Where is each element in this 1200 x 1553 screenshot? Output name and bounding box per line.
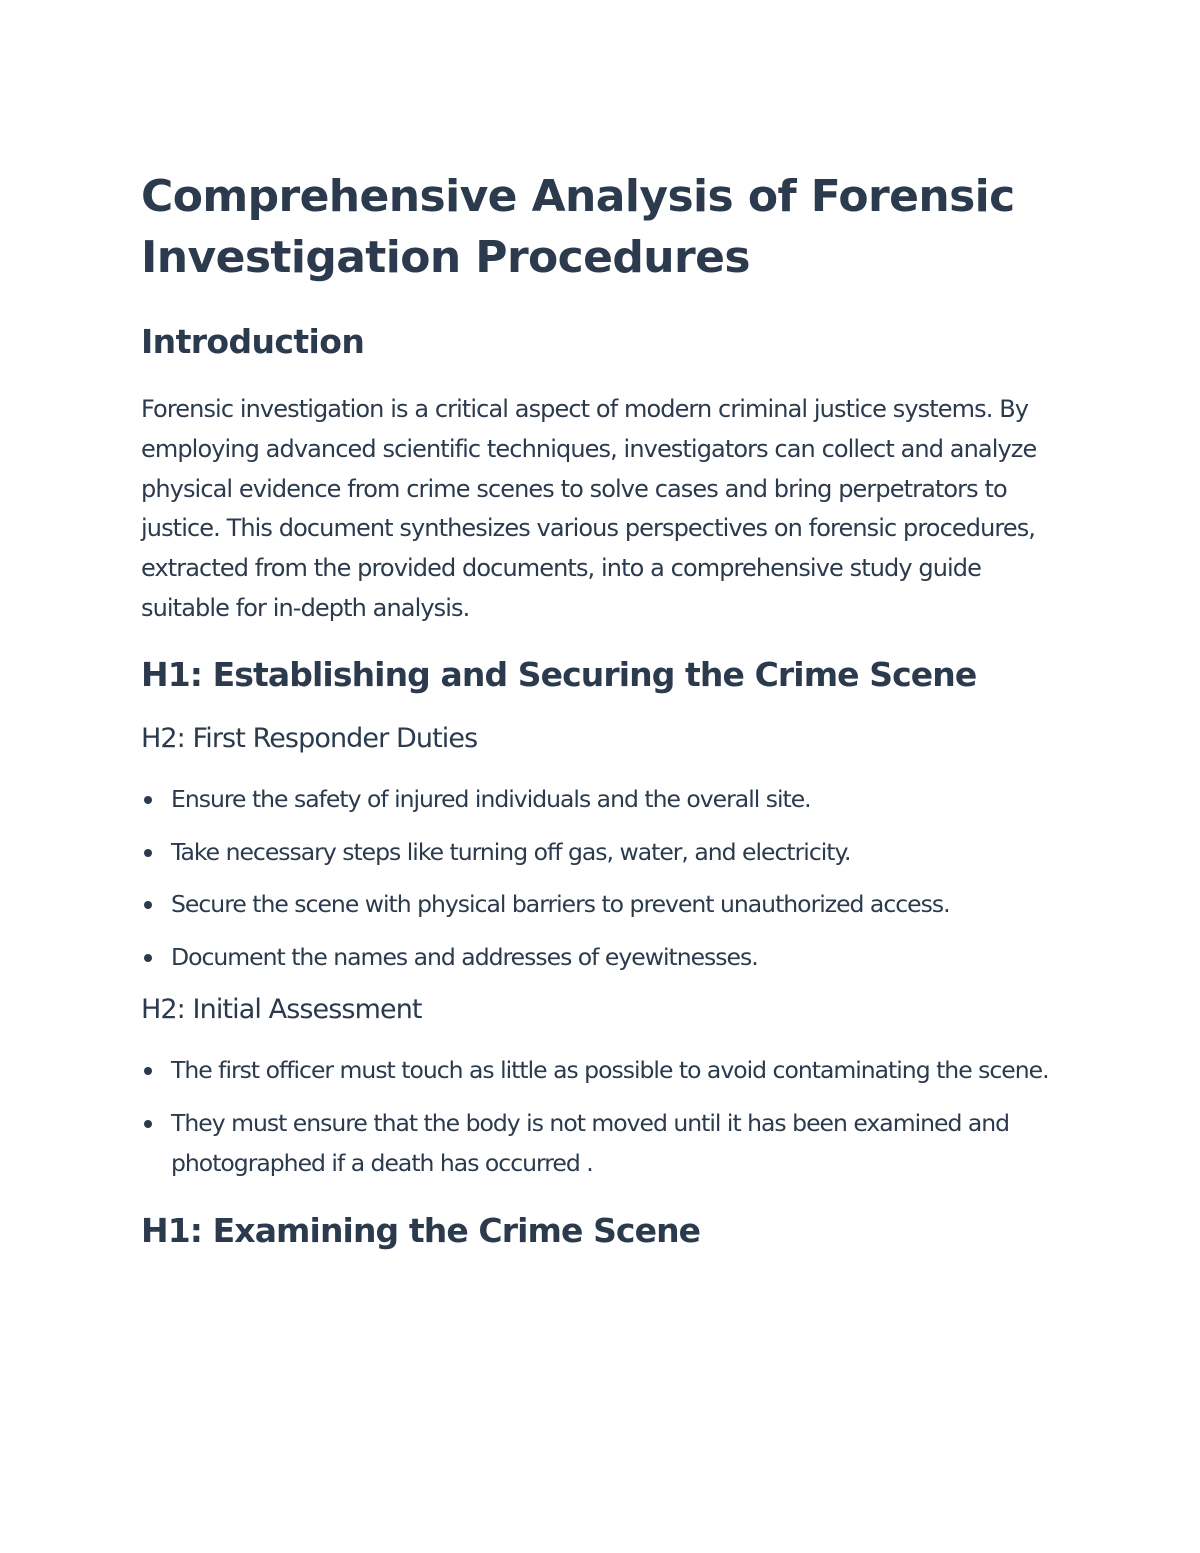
section-heading-examining-scene: H1: Examining the Crime Scene — [141, 1211, 701, 1251]
list-item: Ensure the safety of injured individuals and the overall site. — [141, 780, 1071, 820]
list-item: Secure the scene with physical barriers to prevent unauthorized access. — [141, 885, 1071, 925]
list-item: Take necessary steps like turning off gas, water, and electricity. — [141, 833, 1071, 873]
document-title: Comprehensive Analysis of Forensic Investigation Procedures — [141, 171, 1015, 283]
introduction-paragraph: Forensic investigation is a critical aspect of modern criminal justice systems. By employing advanced scientific techniques, investigators can collect and analyze physical evidence from crime scenes to solve cases and bring perpetrators to justice. This document synthesizes various perspectives on forensic procedures, extracted from the provided documents, into a comprehensive study guide suitable for in-depth analysis. — [141, 395, 1037, 622]
initial-assessment-list — [141, 1051, 1071, 1183]
subsection-heading-initial-assessment: H2: Initial Assessment — [141, 993, 422, 1025]
list-item: They must ensure that the body is not moved until it has been examined and photographed if a death has occurred . — [141, 1104, 1071, 1184]
list-item: Document the names and addresses of eyewitnesses. — [141, 938, 1071, 978]
document-page — [141, 166, 1071, 1251]
list-item: The first officer must touch as little as possible to avoid contaminating the scene. — [141, 1051, 1071, 1091]
introduction-heading: Introduction — [141, 322, 365, 361]
section-heading-securing-scene: H1: Establishing and Securing the Crime Scene — [141, 654, 977, 694]
subsection-heading-first-responder: H2: First Responder Duties — [141, 722, 478, 754]
first-responder-list — [141, 780, 1071, 978]
